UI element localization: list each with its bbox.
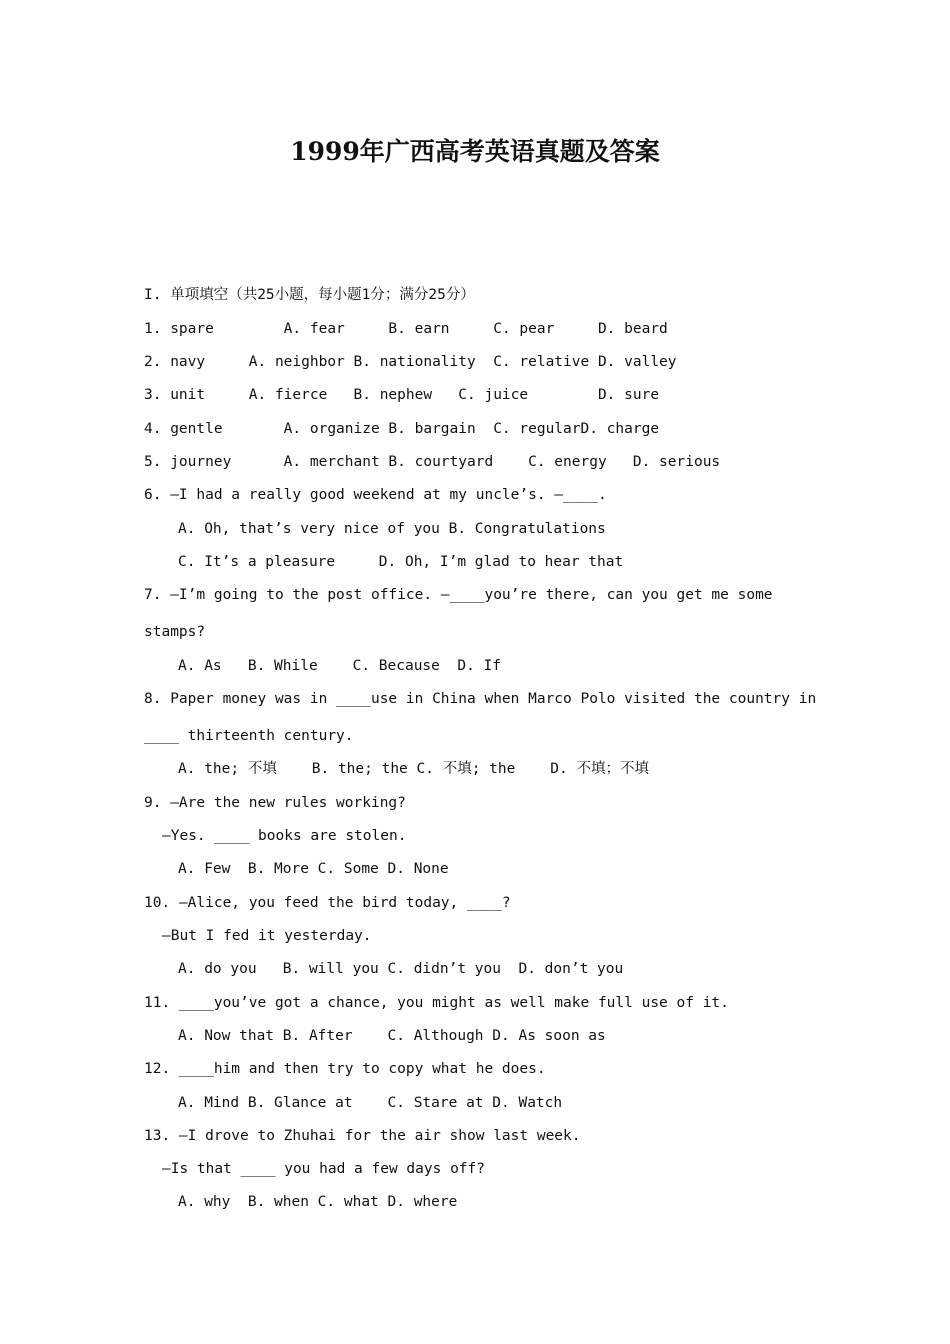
question-3: 3. unit A. fierce B. nephew C. juice D. sure	[144, 387, 660, 403]
question-4: 4. gentle A. organize B. bargain C. regularD. charge	[144, 421, 660, 437]
section-heading: I. 单项填空（共25小题，每小题1分；满分25分）	[144, 287, 475, 303]
question-11: 11. ____you’ve got a chance, you might as well make full use of it.	[144, 995, 729, 1011]
question-1: 1. spare A. fear B. earn C. pear D. beard	[144, 321, 668, 337]
question-10-dialogue: —But I fed it yesterday.	[162, 928, 372, 944]
question-12: 12. ____him and then try to copy what he does.	[144, 1061, 546, 1077]
question-5: 5. journey A. merchant B. courtyard C. energy D. serious	[144, 454, 721, 470]
question-6-options-a-b: A. Oh, that’s very nice of you B. Congratulations	[178, 521, 606, 537]
question-12-options: A. Mind B. Glance at C. Stare at D. Watch	[178, 1095, 563, 1111]
question-8-options: A. the; 不填 B. the; the C. 不填; the D. 不填；不填	[178, 761, 649, 777]
question-13-options: A. why B. when C. what D. where	[178, 1194, 458, 1210]
question-10-options: A. do you B. will you C. didn’t you D. don’t you	[178, 961, 624, 977]
question-7: 7. —I’m going to the post office. —____you’re there, can you get me some	[144, 587, 773, 603]
question-7-options: A. As B. While C. Because D. If	[178, 658, 502, 674]
question-6-options-c-d: C. It’s a pleasure D. Oh, I’m glad to hear that	[178, 554, 624, 570]
question-2: 2. navy A. neighbor B. nationality C. relative D. valley	[144, 354, 677, 370]
question-6: 6. —I had a really good weekend at my uncle’s. —____.	[144, 487, 607, 503]
question-8-continued: ____ thirteenth century.	[144, 728, 354, 744]
question-8: 8. Paper money was in ____use in China when Marco Polo visited the country in	[144, 691, 817, 707]
question-13: 13. —I drove to Zhuhai for the air show last week.	[144, 1128, 581, 1144]
question-11-options: A. Now that B. After C. Although D. As soon as	[178, 1028, 606, 1044]
question-9: 9. —Are the new rules working?	[144, 795, 406, 811]
question-9-dialogue: —Yes. ____ books are stolen.	[162, 828, 407, 844]
question-9-options: A. Few B. More C. Some D. None	[178, 861, 449, 877]
question-13-dialogue: —Is that ____ you had a few days off?	[162, 1161, 486, 1177]
document-title: 1999年广西高考英语真题及答案	[290, 137, 660, 166]
question-10: 10. —Alice, you feed the bird today, ____?	[144, 895, 511, 911]
question-7-continued: stamps?	[144, 624, 206, 640]
